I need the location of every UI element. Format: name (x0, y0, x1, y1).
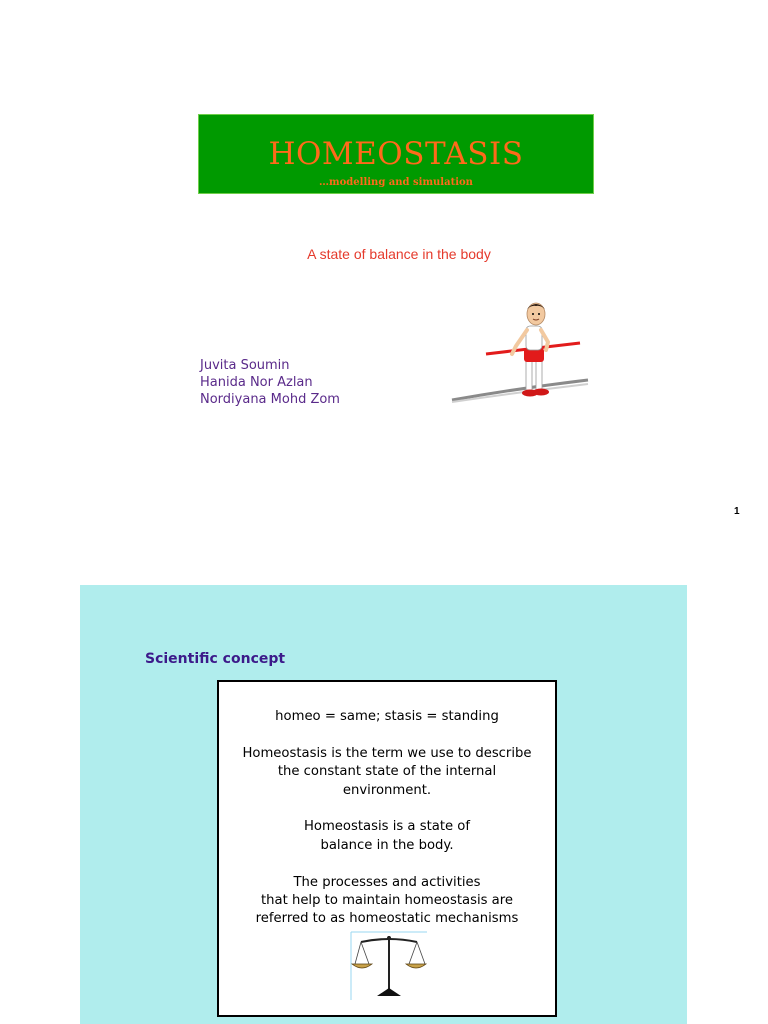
text-line: that help to maintain homeostasis are (260, 893, 514, 909)
text-line: the constant state of the internal (277, 764, 497, 780)
slide-subtitle: …modelling and simulation (319, 177, 473, 188)
text-line: referred to as homeostatic mechanisms (255, 911, 519, 927)
definition-line: homeo = same; stasis = standing (275, 709, 499, 724)
page-number: 1 (734, 506, 740, 517)
text-line: Homeostasis is the term we use to describe (242, 745, 532, 761)
author-name: Hanida Nor Azlan (200, 375, 313, 390)
text-line: environment. (342, 782, 432, 798)
tagline: A state of balance in the body (307, 246, 491, 262)
author-name: Nordiyana Mohd Zom (200, 392, 340, 407)
scientific-concept-slide (80, 585, 687, 1024)
title-banner (198, 114, 594, 194)
slide-title: HOMEOSTASIS (268, 136, 524, 172)
text-line: Homeostasis is a state of (303, 819, 471, 835)
text-line: balance in the body. (320, 837, 454, 853)
concept-text-box (217, 680, 557, 1017)
author-name: Juvita Soumin (200, 358, 290, 373)
section-heading: Scientific concept (145, 651, 286, 667)
balance-scale-icon (349, 930, 429, 1002)
author-list (200, 357, 340, 408)
text-line: The processes and activities (293, 874, 481, 890)
concept-text (219, 708, 555, 929)
tightrope-walker-icon (450, 296, 595, 408)
